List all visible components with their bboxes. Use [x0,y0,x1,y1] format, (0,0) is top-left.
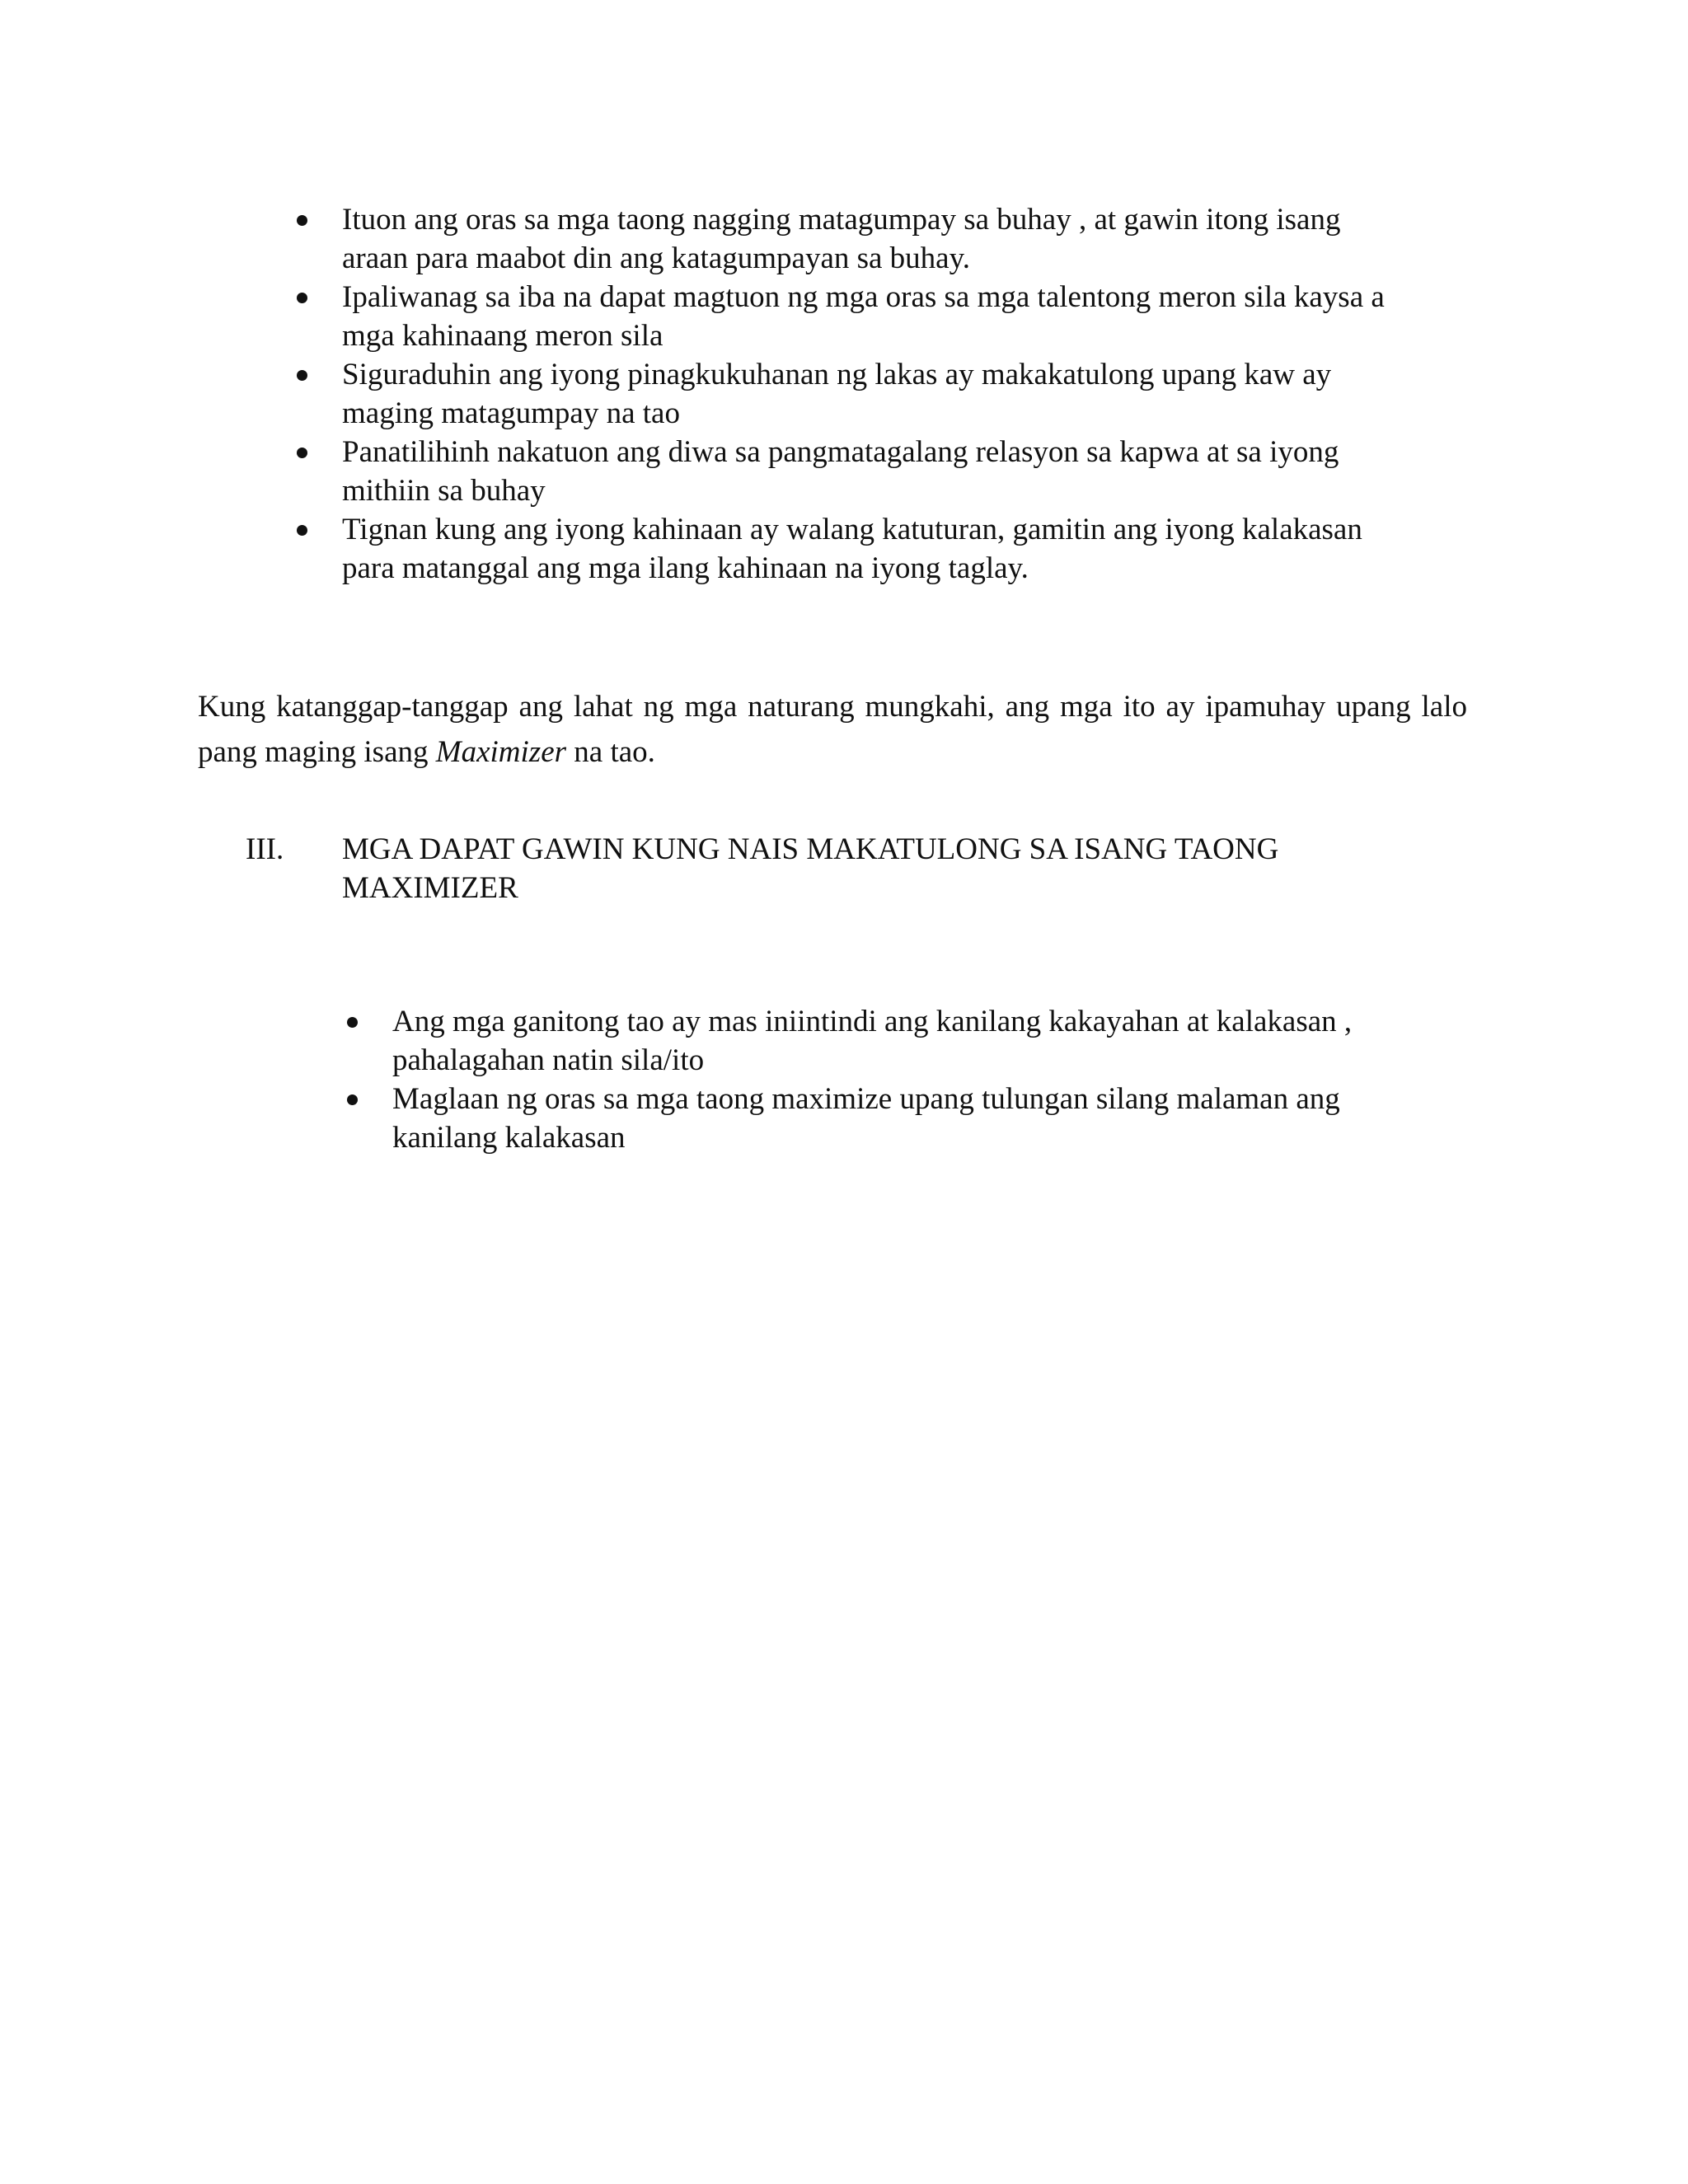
list-item [342,355,1496,433]
list-item-line: mga kahinaang meron sila [342,319,663,353]
paragraph-italic-term: Maximizer [435,735,567,769]
list-item-line: pahalagahan natin sila/ito [392,1043,705,1077]
list-item [342,433,1496,510]
list-item-line: Siguraduhin ang iyong pinagkukuhanan ng lakas ay makakatulong upang kaw ay [342,358,1332,391]
list-item-line: kanilang kalakasan [392,1121,626,1155]
list-item [392,1080,1464,1157]
list-item-line: maging matagumpay na tao [342,396,680,430]
list-item-line: Ipaliwanag sa iba na dapat magtuon ng mga oras sa mga talentong meron sila kaysa a [342,280,1385,314]
body-paragraph [198,684,1467,775]
list-item [342,200,1496,278]
section-number: III. [246,832,284,866]
section-title-line: MAXIMIZER [342,871,518,905]
list-item-line: Maglaan ng oras sa mga taong maximize upang tulungan silang malaman ang [392,1082,1340,1116]
bullet-icon [297,448,307,458]
bullet-icon [297,215,307,226]
help-list [392,1002,1464,1157]
section-title-line: MGA DAPAT GAWIN KUNG NAIS MAKATULONG SA ISANG TAONG [342,832,1279,866]
bullet-icon [297,370,307,381]
list-item-line: Tignan kung ang iyong kahinaan ay walang katuturan, gamitin ang iyong kalakasan [342,513,1362,546]
bullet-icon [297,525,307,536]
section-title [342,830,1414,907]
bullet-icon [347,1094,358,1105]
list-item [342,278,1496,355]
list-item [392,1002,1464,1080]
list-item-line: araan para maabot din ang katagumpayan sa buhay. [342,241,970,275]
list-item-line: Panatilihinh nakatuon ang diwa sa pangmatagalang relasyon sa kapwa at sa iyong [342,435,1339,469]
paragraph-text: Kung katanggap-tanggap ang lahat ng mga naturang mungkahi, ang mga ito ay ipamuhay upang lalo pang maging isang [198,690,1467,769]
list-item-line: mithiin sa buhay [342,474,546,508]
suggestions-list [342,200,1496,588]
list-item-line: Ang mga ganitong tao ay mas iniintindi ang kanilang kakayahan at kalakasan , [392,1005,1353,1038]
bullet-icon [297,293,307,303]
list-item-line: Ituon ang oras sa mga taong nagging matagumpay sa buhay , at gawin itong isang [342,203,1341,237]
paragraph-text-end: na tao. [566,735,655,769]
bullet-icon [347,1017,358,1028]
list-item [342,510,1496,588]
list-item-line: para matanggal ang mga ilang kahinaan na iyong taglay. [342,551,1029,585]
